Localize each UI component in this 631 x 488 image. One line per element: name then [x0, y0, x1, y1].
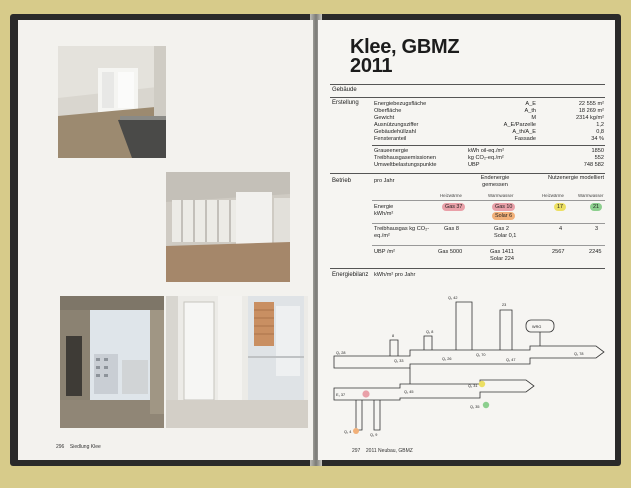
title-line-1: Klee, GBMZ: [350, 36, 460, 58]
thg-label: Treibhausgas kg CO₂-eq./m²: [374, 226, 430, 239]
row-value: 2314 kg/m²: [576, 115, 604, 121]
right-page-number: 297: [352, 448, 361, 454]
left-page: [18, 20, 313, 460]
node-q35: Q₁ 35: [470, 405, 480, 409]
rule-gebaeude: [330, 97, 605, 98]
node-q70: Q₁ 70: [476, 353, 486, 357]
pill-nutz-17: 17: [554, 203, 566, 211]
row-label: Ausnützungsziffer: [374, 122, 419, 128]
thg-gas-2: Gas 2: [494, 226, 509, 232]
rule-graue: [372, 145, 605, 146]
flow-main-band: [334, 346, 604, 368]
open-book: [10, 14, 621, 466]
left-folio: [56, 444, 101, 450]
flow-down-4: [356, 400, 362, 430]
row-unit: M: [531, 115, 536, 121]
dot-orange: [353, 428, 359, 434]
row-label: Treibhausgasemissionen: [374, 155, 436, 161]
row-unit: A_th: [524, 108, 536, 114]
ubp-gas-5000: Gas 5000: [438, 249, 463, 255]
row-label: Oberfläche: [374, 108, 402, 114]
node-e37: E₁ 37: [336, 393, 346, 397]
photo-empty-room: [166, 172, 290, 282]
node-q47: Q₁ 47: [506, 358, 516, 362]
flow-riser-42: [456, 302, 472, 350]
rule-betrieb: [330, 173, 605, 174]
section-energiebilanz: Energiebilanz: [332, 272, 369, 278]
thg-solar: Solar 0,1: [494, 233, 517, 239]
node-q33: Q₁ 33: [394, 359, 404, 363]
sub-heizwaerme-2: Heizwärme: [542, 193, 564, 198]
node-q45: Q₁ 45: [404, 390, 414, 394]
page-title: [350, 38, 459, 76]
pill-gas-37: Gas 37: [442, 203, 465, 211]
betrieb-subtitle: pro Jahr: [374, 178, 395, 184]
left-page-number: 296: [56, 444, 65, 450]
rule-energiebilanz: [330, 268, 605, 269]
left-page-title: Siedlung Klee: [69, 444, 101, 450]
row-unit: A_th/A_E: [512, 129, 536, 135]
flow-riser-23: [500, 310, 512, 350]
right-page-title: 2011 Neubau, GBMZ: [365, 448, 413, 454]
energie-label: Energie kWh/m²: [374, 204, 394, 217]
row-value: 552: [594, 155, 604, 161]
pill-solar-6: Solar 6: [492, 212, 515, 220]
dot-green: [483, 402, 489, 408]
sub-warmwasser-1: Warmwasser: [488, 193, 514, 198]
node-23: 23: [502, 303, 507, 307]
right-folio: [352, 448, 413, 454]
section-gebaeude: Gebäude: [332, 87, 357, 93]
right-page: [318, 20, 615, 460]
photo-balcony-view: [60, 296, 164, 428]
row-label: Umweltbelastungspunkte: [374, 162, 437, 168]
pill-gas-10: Gas 10: [492, 203, 515, 211]
thg-3: 3: [595, 226, 599, 232]
row-unit: UBP: [468, 162, 480, 168]
ubp-gas-1411: Gas 1411: [490, 249, 514, 255]
node-wrg: WRG: [532, 325, 542, 329]
ubp-2567: 2567: [552, 249, 565, 255]
photo-interior-kitchen: [58, 46, 166, 158]
node-q31: Q₁ 31: [468, 384, 478, 388]
row-value: 748 582: [583, 162, 604, 168]
node-q4: Q₁ 4: [344, 430, 352, 434]
row-unit: Fassade: [514, 136, 536, 142]
dot-red: [362, 390, 369, 397]
thg-4: 4: [559, 226, 563, 232]
dot-yellow: [479, 381, 485, 387]
row-value: 1,2: [596, 122, 604, 128]
node-q28: Q₁ 28: [336, 351, 346, 355]
flow-lower-band: [334, 380, 534, 400]
col-nutzenergie: Nutzenergie modelliert: [548, 175, 604, 181]
ubp-label: UBP /m²: [374, 249, 396, 255]
row-unit: kg CO₂-eq./m²: [468, 155, 504, 161]
row-value: 0,8: [596, 129, 604, 135]
node-q42: Q₁ 42: [448, 296, 458, 300]
col-endenergie: Endenergie gemessen: [480, 175, 510, 188]
photo-hallway-door: [166, 296, 308, 428]
flow-riser-8: [390, 340, 398, 356]
pill-nutz-21: 21: [590, 203, 602, 211]
energiebilanz-diagram: [330, 280, 610, 438]
row-value: 18 269 m²: [578, 108, 604, 114]
rule-thg: [372, 223, 605, 224]
row-label: Gewicht: [374, 115, 395, 121]
row-value: 34 %: [591, 136, 604, 142]
sub-heizwaerme-1: Heizwärme: [440, 193, 462, 198]
sub-warmwasser-2: Warmwasser: [578, 193, 604, 198]
row-label: Gebäudehüllzahl: [374, 129, 416, 135]
row-unit: A_E: [525, 101, 536, 107]
rule-ubp: [372, 245, 605, 246]
node-q78: Q₁ 78: [574, 352, 584, 356]
node-q9: Q₁ 9: [370, 433, 378, 437]
section-erstellung: Erstellung: [332, 100, 359, 106]
title-line-2: 2011: [350, 55, 393, 77]
row-label: Fensteranteil: [374, 136, 407, 142]
row-value: 1850: [591, 148, 604, 154]
row-label: Energiebezugsfläche: [374, 101, 427, 107]
rule-top: [330, 84, 605, 85]
row-label: Graueenergie: [374, 148, 409, 154]
ubp-solar-224: Solar 224: [490, 256, 514, 262]
section-betrieb: Betrieb: [332, 178, 352, 184]
row-unit: kWh oil-eq./m²: [468, 148, 505, 154]
node-8b: Q₁ 8: [426, 330, 434, 334]
thg-gas-8: Gas 8: [444, 226, 459, 232]
energiebilanz-unit: kWh/m² pro Jahr: [374, 272, 416, 278]
node-8a: 8: [392, 334, 395, 338]
flow-riser-8b: [424, 336, 432, 350]
row-value: 22 555 m²: [578, 101, 604, 107]
row-unit: A_E/Parzelle: [503, 122, 536, 128]
rule-energie: [372, 200, 605, 201]
flow-down-9: [374, 400, 380, 430]
ubp-2245: 2245: [589, 249, 602, 255]
node-q26: Q₁ 26: [442, 357, 452, 361]
